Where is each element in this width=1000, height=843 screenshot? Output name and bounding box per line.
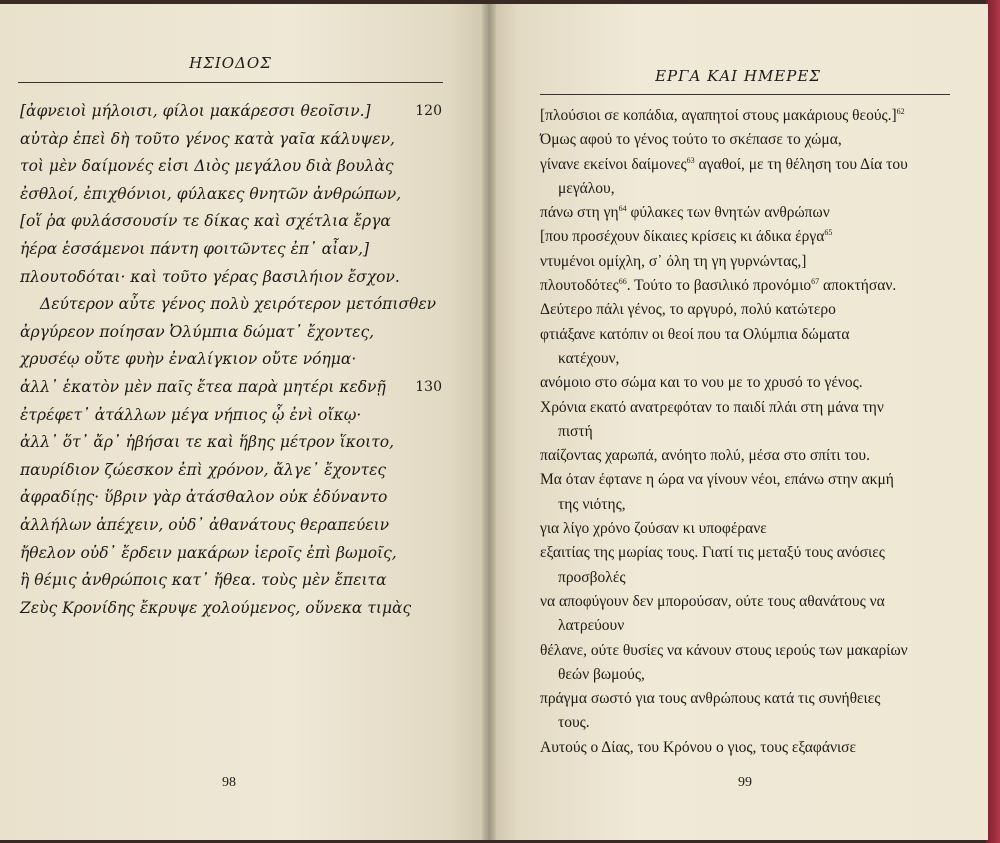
footnote-marker: 67 (811, 276, 820, 286)
translation-line (540, 396, 950, 420)
left-page (0, 4, 488, 840)
verse-line (20, 540, 420, 568)
verse-text: ἣ θέμις ἀνθρώποις κατ᾽ ἤθεα. τοὺς μὲν ἔπειτα (20, 571, 387, 590)
verse-line (20, 319, 420, 347)
verse-line (20, 98, 442, 126)
translation-line (540, 663, 950, 687)
translation-text: πάνω στη γη (540, 204, 619, 222)
verse-line (20, 457, 420, 485)
verse-text: ἐσθλοί, ἐπιχθόνιοι, φύλακες θνητῶν ἀνθρώπων, (20, 184, 402, 203)
translation-text: Όμως αφού το γένος τούτο το σκέπασε το χώμα, (540, 131, 842, 149)
translation-line (540, 298, 950, 322)
verse-line (20, 484, 420, 512)
translation-line (540, 347, 950, 371)
translation-text: Μα όταν έφτανε η ώρα να γίνουν νέοι, επάνω στην ακμή (540, 471, 894, 489)
footnote-marker: 62 (896, 106, 905, 116)
verse-text: ἠέρα ἑσσάμενοι πάντη φοιτῶντες ἐπ᾽ αἶαν,] (20, 239, 370, 258)
translation-line (540, 420, 950, 444)
translation-text: αποκτήσαν. (819, 277, 897, 295)
translation-line (540, 371, 950, 395)
verse-line (20, 291, 437, 319)
translation-line (540, 736, 950, 760)
verse-line (20, 153, 420, 181)
verse-line (20, 374, 442, 402)
translation-line (540, 444, 950, 468)
line-number: 120 (415, 103, 442, 119)
verse-line (20, 346, 420, 374)
verse-text: τοὶ μὲν δαίμονές εἰσι Διὸς μεγάλου διὰ βουλὰς (20, 157, 394, 176)
translation-text: μεγάλου, (558, 179, 615, 197)
verse-text: Ζεὺς Κρονίδης ἔκρυψε χολούμενος, οὕνεκα τιμὰς (20, 598, 412, 617)
translation-text: πιστή (558, 422, 593, 440)
translation-line (540, 566, 950, 590)
footnote-marker: 66 (618, 276, 627, 286)
header-rule-right (540, 94, 950, 95)
translation-line (540, 614, 950, 638)
verse-line (20, 181, 420, 209)
translation-line (540, 493, 950, 517)
translation-line (540, 274, 950, 298)
translation-text: φτιάξανε κατόπιν οι θεοί που τα Ολύμπια δώματα (540, 325, 850, 343)
translation-text: Αυτούς ο Δίας, του Κρόνου ο γιος, τους εξαφάνισε (540, 738, 856, 756)
translation-text: Χρόνια εκατό ανατρεφόταν το παιδί πλάι στη μάνα την (540, 398, 884, 416)
translation-line (540, 541, 950, 565)
verse-line (20, 512, 420, 540)
translation-text: της νιότης, (558, 495, 626, 513)
translation-text: εξαιτίας της μωρίας τους. Γιατί τις μεταξύ τους ανόσιες (540, 544, 885, 562)
verse-line (20, 567, 420, 595)
greek-verse-column (20, 98, 442, 622)
verse-text: ἀλλήλων ἀπέχειν, οὐδ᾽ ἀθανάτους θεραπεύειν (20, 515, 390, 534)
translation-line (540, 687, 950, 711)
verse-text: ἐτρέφετ᾽ ἀτάλλων μέγα νήπιος ᾧ ἐνὶ οἴκῳ· (20, 405, 362, 424)
translation-text: . Τούτο το βασιλικό προνόμιο (626, 277, 812, 295)
translation-text: ντυμένοι ομίχλη, σ᾽ όλη τη γη γυρνώντας,] (540, 252, 807, 270)
header-rule-left (18, 82, 443, 83)
translation-text: λατρεύουν (558, 617, 625, 635)
verse-line (20, 595, 420, 623)
translation-line (540, 468, 950, 492)
translation-column (540, 104, 950, 760)
translation-text: [πλούσιοι σε κοπάδια, αγαπητοί στους μακάριους θεούς.] (540, 107, 897, 124)
translation-text: κατέχουν, (558, 349, 620, 367)
translation-line (540, 225, 950, 249)
verse-text: αὐτὰρ ἐπεὶ δὴ τοῦτο γένος κατὰ γαῖα κάλυψεν, (20, 129, 395, 148)
book-cover-edge (986, 0, 1000, 843)
translation-text: πράγμα σωστό για τους ανθρώπους κατά τις συνήθειες (540, 690, 881, 708)
verse-text: ἀφραδίῃς· ὕβριν γὰρ ἀτάσθαλον οὐκ ἐδύναντο (20, 488, 388, 507)
translation-text: για λίγο χρόνο ζούσαν κι υποφέρανε (540, 520, 767, 538)
translation-line (540, 517, 950, 541)
translation-text: φύλακες των θνητών ανθρώπων (626, 204, 830, 222)
translation-text: παίζοντας χαρωπά, ανόητο πολύ, μέσα στο σπίτι του. (540, 447, 870, 465)
translation-text: θεών βωμούς, (558, 665, 645, 683)
verse-text: [ἀφνειοὶ μήλοισι, φίλοι μακάρεσσι θεοῖσιν.] (20, 102, 371, 120)
verse-line (20, 264, 420, 292)
translation-line (540, 323, 950, 347)
translation-line (540, 153, 950, 177)
verse-line (20, 208, 420, 236)
verse-text: ἀλλ᾽ ὅτ᾽ ἄρ᾽ ἡβήσαι τε καὶ ἥβης μέτρον ἵκοιτο, (20, 433, 395, 452)
translation-text: γίνανε εκείνοι δαίμονες (540, 155, 687, 173)
footnote-marker: 63 (686, 155, 695, 165)
verse-text: πλουτοδόται· καὶ τοῦτο γέρας βασιλήιον ἔσχον. (20, 267, 400, 286)
translation-text: Δεύτερο πάλι γένος, το αργυρό, πολύ κατώτερο (540, 301, 836, 319)
verse-line (20, 236, 420, 264)
verse-line (20, 429, 420, 457)
translation-text: προσβολές (558, 568, 626, 586)
translation-text: ανόμοιο στο σώμα και το νου με το χρυσό το γένος. (540, 374, 863, 392)
verse-text: Δεύτερον αὖτε γένος πολὺ χειρότερον μετόπισθεν (40, 295, 437, 314)
verse-text: ἀργύρεον ποίησαν Ὀλύμπια δώματ᾽ ἔχοντες, (20, 322, 375, 341)
verse-line (20, 126, 420, 154)
translation-line (540, 711, 950, 735)
right-page (488, 4, 988, 840)
translation-line (540, 201, 950, 225)
translation-line (540, 128, 950, 152)
verse-text: παυρίδιον ζώεσκον ἐπὶ χρόνον, ἄλγε᾽ ἔχοντες (20, 460, 387, 479)
verse-line (20, 402, 420, 430)
translation-line (540, 250, 950, 274)
verse-text: ἤθελον οὐδ᾽ ἔρδειν μακάρων ἱεροῖς ἐπὶ βωμοῖς, (20, 543, 397, 562)
footnote-marker: 64 (618, 204, 627, 214)
translation-text: αγαθοί, με τη θέληση του Δία του (694, 155, 908, 173)
book-gutter (482, 4, 496, 840)
page-number-left: 98 (222, 775, 236, 790)
footnote-marker: 65 (824, 228, 833, 238)
running-head-right: ΕΡΓΑ ΚΑΙ ΗΜΕΡΕΣ (655, 67, 821, 85)
translation-line (540, 639, 950, 663)
translation-line (540, 177, 950, 201)
translation-text: πλουτοδότες (540, 277, 619, 295)
verse-text: χρυσέῳ οὔτε φυὴν ἐναλίγκιον οὔτε νόημα· (20, 350, 357, 369)
page-number-right: 99 (738, 775, 752, 790)
verse-text: [οἵ ῥα φυλάσσουσίν τε δίκας καὶ σχέτλια ἔργα (20, 212, 391, 231)
line-number: 130 (415, 378, 442, 395)
translation-line (540, 590, 950, 614)
translation-text: τους. (558, 714, 590, 732)
translation-text: να αποφύγουν δεν μπορούσαν, ούτε τους αθανάτους να (540, 592, 885, 610)
verse-text: ἀλλ᾽ ἑκατὸν μὲν παῖς ἔτεα παρὰ μητέρι κεδνῇ (20, 377, 386, 396)
translation-text: [που προσέχουν δίκαιες κρίσεις κι άδικα έργα (540, 228, 825, 246)
translation-line (540, 104, 950, 128)
running-head-left: ΗΣΙΟΔΟΣ (189, 54, 272, 72)
translation-text: θέλανε, ούτε θυσίες να κάνουν στους ιερούς των μακαρίων (540, 641, 908, 659)
